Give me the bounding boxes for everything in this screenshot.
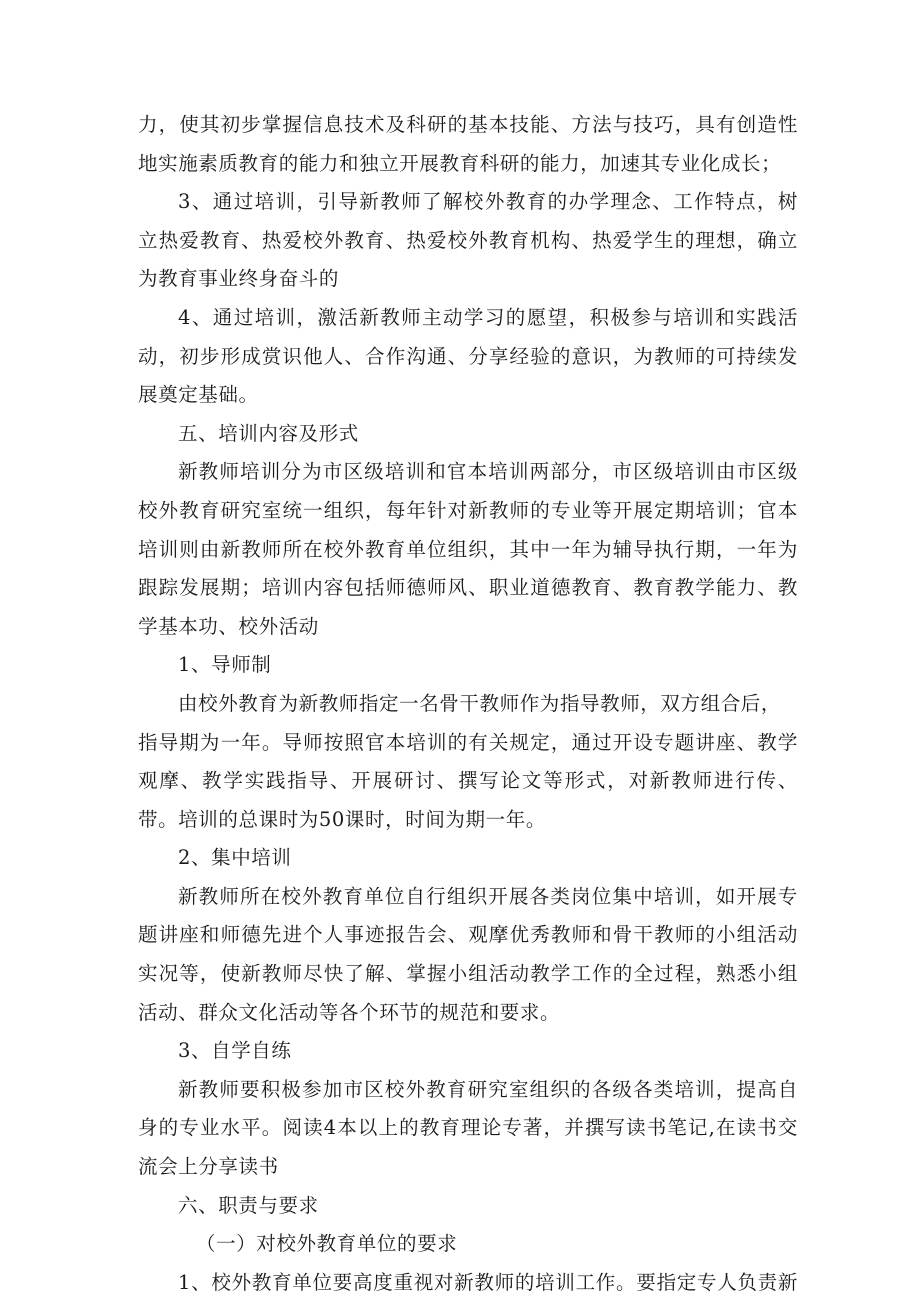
paragraph-line: 观摩、教学实践指导、开展研讨、撰写论文等形式，对新教师进行传、: [138, 769, 798, 793]
paragraph-line: 跟踪发展期；培训内容包括师德师风、职业道德教育、教育教学能力、教: [138, 576, 798, 600]
subsection-heading: 3、自学自练: [178, 1039, 292, 1063]
subsection-heading: 2、集中培训: [178, 846, 292, 870]
subsection-heading: 1、导师制: [178, 653, 272, 677]
paragraph-line: 立热爱教育、热爱校外教育、热爱校外教育机构、热爱学生的理想，确立: [138, 228, 798, 252]
paragraph-line: 带。培训的总课时为50课时，时间为期一年。: [138, 807, 546, 831]
paragraph-line: 指导期为一年。导师按照官本培训的有关规定，通过开设专题讲座、教学: [138, 730, 798, 754]
paragraph-line: 新教师所在校外教育单位自行组织开展各类岗位集中培训，如开展专: [178, 884, 798, 908]
paragraph-line: 地实施素质教育的能力和独立开展教育科研的能力，加速其专业化成长；: [138, 151, 782, 175]
paragraph-line: 力，使其初步掌握信息技术及科研的基本技能、方法与技巧，具有创造性: [138, 113, 798, 136]
paragraph-line: 实况等，使新教师尽快了解、掌握小组活动教学工作的全过程，熟悉小组: [138, 962, 798, 986]
document-body: [138, 106, 798, 1302]
paragraph-line: 校外教育研究室统一组织，每年针对新教师的专业等开展定期培训；官本: [138, 498, 798, 522]
paragraph-line: 培训则由新教师所在校外教育单位组织，其中一年为辅导执行期，一年为: [138, 537, 798, 561]
paragraph-line: 活动、群众文化活动等各个环节的规范和要求。: [138, 1000, 561, 1024]
paragraph-line: 题讲座和师德先进个人事迹报告会、观摩优秀教师和骨干教师的小组活动: [138, 923, 798, 947]
section-heading: 五、培训内容及形式: [178, 421, 359, 445]
paragraph-line: 新教师培训分为市区级培训和官本培训两部分，市区级培训由市区级: [178, 460, 798, 484]
paragraph-line: 3、通过培训，引导新教师了解校外教育的办学理念、工作特点，树: [178, 190, 798, 214]
paragraph-line: 由校外教育为新教师指定一名骨干教师作为指导教师，双方组合后，: [178, 691, 782, 715]
paragraph-line: 新教师要积极参加市区校外教育研究室组织的各级各类培训，提高自: [178, 1077, 798, 1101]
paragraph-line: 1、校外教育单位要高度重视对新教师的培训工作。要指定专人负责新: [178, 1270, 798, 1294]
paragraph-line: 动，初步形成赏识他人、合作沟通、分享经验的意识，为教师的可持续发: [138, 344, 798, 368]
paragraph-line: 4、通过培训，激活新教师主动学习的愿望，积极参与培训和实践活: [178, 305, 798, 329]
paragraph-line: 流会上分享读书: [138, 1155, 279, 1179]
paragraph-line: 身的专业水平。阅读4本以上的教育理论专著，并撰写读书笔记,在读书交: [138, 1116, 798, 1140]
subsection-heading: （一）对校外教育单位的要求: [196, 1232, 458, 1256]
paragraph-line: 展奠定基础。: [138, 383, 259, 407]
paragraph-line: 学基本功、校外活动: [138, 614, 319, 638]
paragraph-line: 为教育事业终身奋斗的: [138, 267, 340, 291]
section-heading: 六、职责与要求: [178, 1193, 319, 1217]
